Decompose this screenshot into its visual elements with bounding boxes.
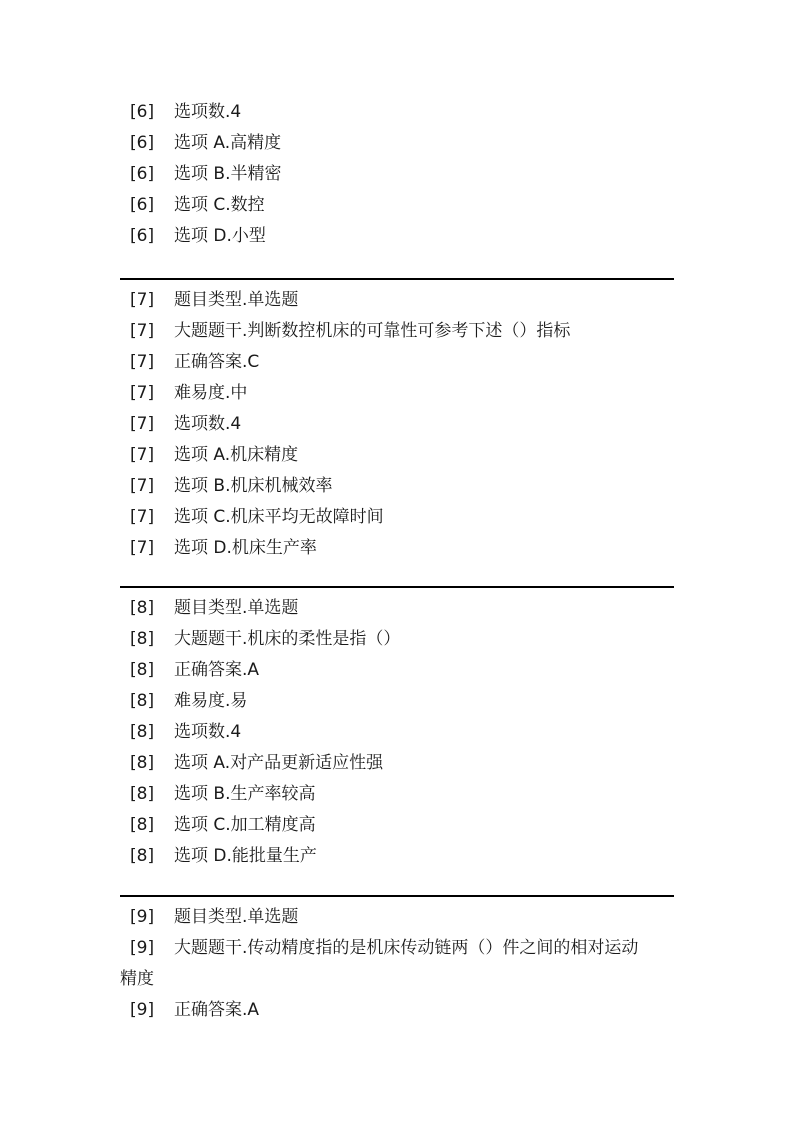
list-item <box>120 995 674 1026</box>
question-8-block <box>120 586 674 872</box>
item-text: 大题题干.传动精度指的是机床传动链两（）件之间的相对运动 <box>174 938 639 958</box>
item-number: [9] <box>130 938 155 958</box>
list-item <box>120 502 674 533</box>
item-number: [6] <box>130 226 155 246</box>
item-text: 选项 C.数控 <box>174 195 265 215</box>
list-item <box>120 347 674 378</box>
item-number: [8] <box>130 753 155 773</box>
section-divider <box>120 586 674 588</box>
item-number: [6] <box>130 102 155 122</box>
item-number: [7] <box>130 538 155 558</box>
list-item <box>120 686 674 717</box>
item-text-continuation: 精度 <box>120 969 154 989</box>
item-number: [6] <box>130 133 155 153</box>
item-text: 难易度.易 <box>174 691 248 711</box>
item-text: 选项 D.机床生产率 <box>174 538 317 558</box>
item-number: [7] <box>130 414 155 434</box>
item-text: 题目类型.单选题 <box>174 598 299 618</box>
item-text: 难易度.中 <box>174 383 248 403</box>
list-item <box>120 533 674 564</box>
list-item <box>120 841 674 872</box>
list-item <box>120 285 674 316</box>
item-number: [7] <box>130 445 155 465</box>
item-number: [7] <box>130 321 155 341</box>
list-item <box>120 902 674 933</box>
question-7-block <box>120 278 674 564</box>
item-number: [6] <box>130 164 155 184</box>
list-item <box>120 378 674 409</box>
item-text: 选项 D.小型 <box>174 226 266 246</box>
item-text: 选项数.4 <box>174 102 242 122</box>
item-number: [7] <box>130 352 155 372</box>
section-divider <box>120 278 674 280</box>
item-text: 选项 A.机床精度 <box>174 445 299 465</box>
item-text: 选项 D.能批量生产 <box>174 846 317 866</box>
item-number: [8] <box>130 691 155 711</box>
question-9-block <box>120 895 674 1026</box>
item-number: [9] <box>130 907 155 927</box>
item-number: [7] <box>130 383 155 403</box>
section-divider <box>120 895 674 897</box>
item-text: 题目类型.单选题 <box>174 290 299 310</box>
item-number: [8] <box>130 846 155 866</box>
list-item <box>120 471 674 502</box>
question-6-block <box>120 97 674 252</box>
list-item <box>120 440 674 471</box>
item-text: 选项 C.加工精度高 <box>174 815 316 835</box>
item-text: 大题题干.判断数控机床的可靠性可参考下述（）指标 <box>174 321 571 341</box>
list-item <box>120 810 674 841</box>
item-text: 选项数.4 <box>174 722 242 742</box>
item-number: [7] <box>130 476 155 496</box>
list-item <box>120 624 674 655</box>
item-number: [8] <box>130 722 155 742</box>
item-text: 选项 C.机床平均无故障时间 <box>174 507 384 527</box>
item-text: 正确答案.A <box>174 1000 260 1020</box>
item-text: 选项 A.对产品更新适应性强 <box>174 753 384 773</box>
item-text: 题目类型.单选题 <box>174 907 299 927</box>
list-item <box>120 221 674 252</box>
item-number: [7] <box>130 290 155 310</box>
list-item <box>120 316 674 347</box>
item-text: 选项 A.高精度 <box>174 133 282 153</box>
list-item <box>120 748 674 779</box>
item-text: 正确答案.C <box>174 352 260 372</box>
list-item <box>120 593 674 624</box>
list-item <box>120 159 674 190</box>
list-item <box>120 128 674 159</box>
item-text: 正确答案.A <box>174 660 260 680</box>
item-number: [7] <box>130 507 155 527</box>
list-item <box>120 409 674 440</box>
item-text: 选项数.4 <box>174 414 242 434</box>
item-number: [8] <box>130 598 155 618</box>
item-number: [9] <box>130 1000 155 1020</box>
list-item <box>120 190 674 221</box>
item-text: 大题题干.机床的柔性是指（） <box>174 629 401 649</box>
item-text: 选项 B.机床机械效率 <box>174 476 333 496</box>
item-number: [8] <box>130 660 155 680</box>
list-item <box>120 933 674 995</box>
list-item <box>120 779 674 810</box>
item-text: 选项 B.半精密 <box>174 164 282 184</box>
item-number: [8] <box>130 784 155 804</box>
item-number: [8] <box>130 815 155 835</box>
item-number: [8] <box>130 629 155 649</box>
list-item <box>120 97 674 128</box>
list-item <box>120 655 674 686</box>
item-text: 选项 B.生产率较高 <box>174 784 316 804</box>
list-item <box>120 717 674 748</box>
item-number: [6] <box>130 195 155 215</box>
